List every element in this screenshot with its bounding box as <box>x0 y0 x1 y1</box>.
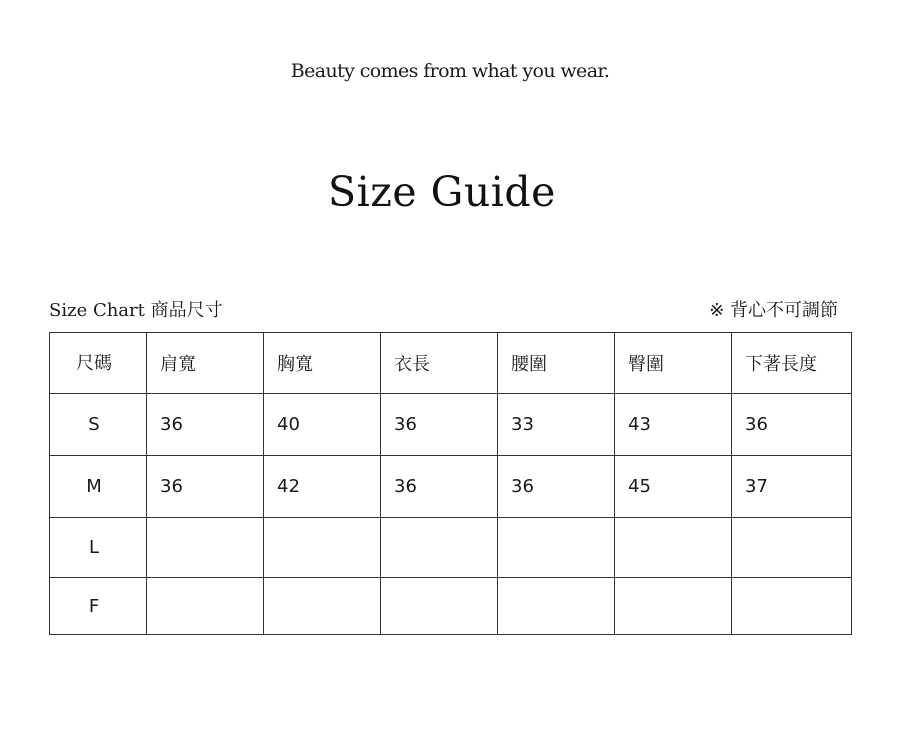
size-table <box>49 332 852 635</box>
table-cell <box>264 518 381 578</box>
size-cell: M <box>50 456 147 518</box>
table-cell <box>381 578 498 635</box>
table-cell: 45 <box>615 456 732 518</box>
table-cell: 43 <box>615 394 732 456</box>
table-cell <box>732 578 852 635</box>
header-size: 尺碼 <box>50 333 147 394</box>
table-cell <box>147 578 264 635</box>
table-cell <box>498 518 615 578</box>
header-hip: 臀圍 <box>615 333 732 394</box>
table-cell: 36 <box>147 456 264 518</box>
size-cell: L <box>50 518 147 578</box>
size-chart-label-en: Size Chart <box>49 300 145 321</box>
table-cell: 42 <box>264 456 381 518</box>
table-cell <box>615 578 732 635</box>
size-chart-label <box>49 296 223 322</box>
table-cell <box>264 578 381 635</box>
table-cell: 36 <box>147 394 264 456</box>
header-waist: 腰圍 <box>498 333 615 394</box>
table-cell <box>732 518 852 578</box>
header-bottom-length: 下著長度 <box>732 333 852 394</box>
table-row <box>50 578 852 635</box>
tagline: Beauty comes from what you wear. <box>290 60 610 82</box>
table-row <box>50 518 852 578</box>
size-cell: F <box>50 578 147 635</box>
table-row <box>50 456 852 518</box>
size-chart-label-zh: 商品尺寸 <box>150 300 223 321</box>
table-cell <box>147 518 264 578</box>
table-row <box>50 394 852 456</box>
header-top-length: 衣長 <box>381 333 498 394</box>
page-title: Size Guide <box>328 168 556 216</box>
table-cell: 36 <box>732 394 852 456</box>
table-cell: 37 <box>732 456 852 518</box>
header-shoulder-width: 肩寬 <box>147 333 264 394</box>
table-cell: 40 <box>264 394 381 456</box>
table-cell: 36 <box>381 456 498 518</box>
table-cell: 36 <box>381 394 498 456</box>
table-cell: 36 <box>498 456 615 518</box>
table-cell <box>381 518 498 578</box>
table-cell: 33 <box>498 394 615 456</box>
adjustability-note: ※ 背心不可調節 <box>709 300 838 321</box>
size-cell: S <box>50 394 147 456</box>
table-cell <box>498 578 615 635</box>
table-header-row <box>50 333 852 394</box>
table-cell <box>615 518 732 578</box>
header-chest-width: 胸寬 <box>264 333 381 394</box>
